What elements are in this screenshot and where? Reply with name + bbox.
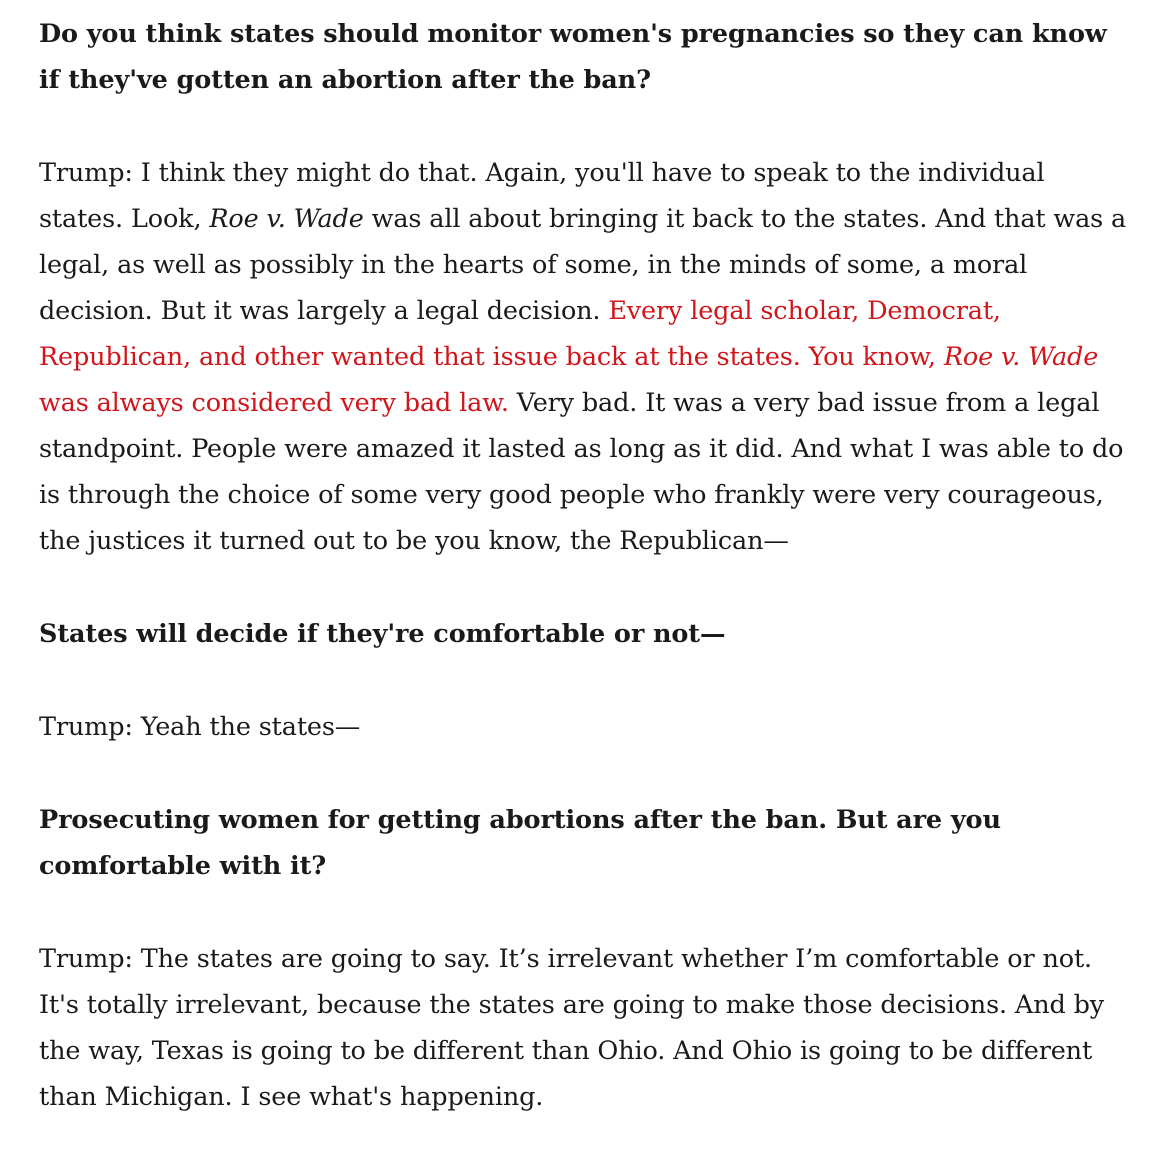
answer-text-segment: was all about bringing it back to the states. And that was a legal, as well as possibly in the hearts of some, in the minds of some, a moral decision. But it was largely a legal decision.	[39, 204, 1127, 326]
highlighted-text-segment: Every legal scholar, Democrat, Republican, and other wanted that issue back at the states. You know,	[39, 296, 1001, 372]
question-prosecuting-women: Prosecuting women for getting abortions after the ban. But are you comfortable with it?	[39, 805, 1001, 881]
answer-states-going-to-say: Trump: The states are going to say. It’s irrelevant whether I’m comfortable or not. It's totally irrelevant, because the states are going to make those decisions. And by the way, Texas is going to be different than Ohio. And Ohio is going to be different than Michigan. I see what's happening.	[39, 944, 1105, 1112]
answer-text-segment: Trump: I think they might do that. Again, you'll have to speak to the individual states. Look,	[39, 158, 1045, 234]
answer-text-segment: Very bad. It was a very bad issue from a legal standpoint. People were amazed it lasted as long as it did. And what I was able to do is through the choice of some very good people who frankly were very courageous, the justices it turned out to be you know, the Republican—	[39, 388, 1124, 556]
article-body	[39, 11, 1129, 1120]
case-name-roe-v-wade: Roe v. Wade	[209, 204, 364, 234]
highlighted-case-name-roe-v-wade: Roe v. Wade	[943, 342, 1099, 372]
question-monitor-pregnancies: Do you think states should monitor women's pregnancies so they can know if they've gotten an abortion after the ban?	[39, 19, 1107, 95]
question-states-decide: States will decide if they're comfortable or not—	[39, 619, 726, 649]
answer-yeah-the-states: Trump: Yeah the states—	[39, 712, 361, 742]
highlighted-text-segment: was always considered very bad law.	[39, 388, 509, 418]
answer-roe-v-wade	[39, 150, 1129, 564]
